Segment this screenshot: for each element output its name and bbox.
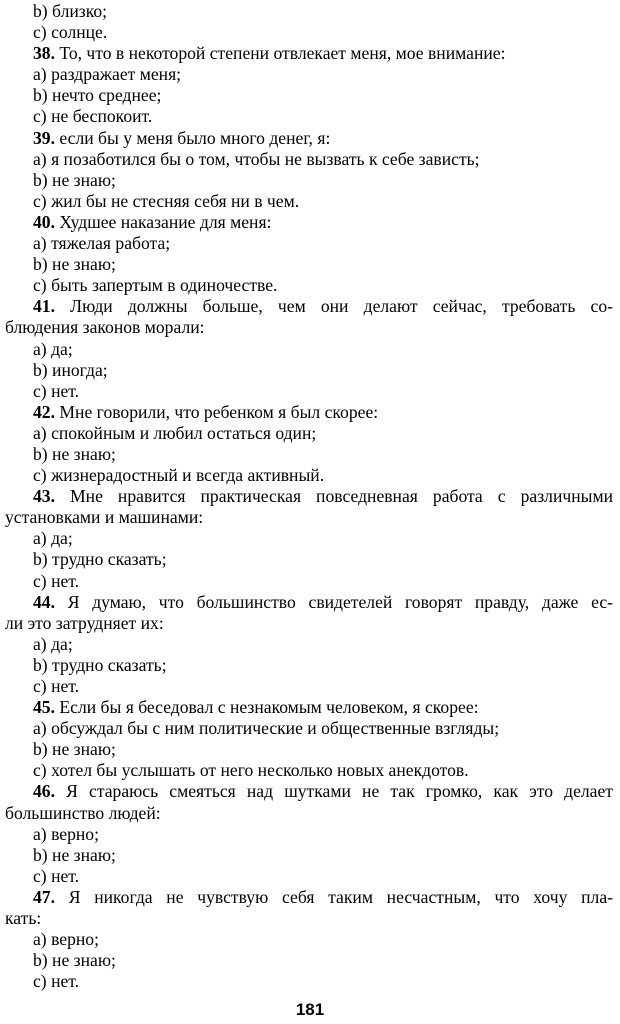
option: c) нет. [33, 676, 80, 696]
question-number: 39. [33, 127, 55, 148]
option: b) не знаю; [33, 254, 116, 275]
option: a) я позаботился бы о том, чтобы не вызвать к себе зависть; [33, 148, 480, 169]
question-text: Если бы я беседовал с незнакомым человеком, я скорее: [59, 697, 479, 718]
page-text [5, 1, 613, 992]
question-line [5, 592, 613, 613]
option: b) не знаю; [33, 443, 116, 464]
option: b) не знаю; [33, 950, 116, 971]
question-text: кать: [5, 908, 42, 929]
option: b) не знаю; [33, 844, 116, 865]
option: a) да; [33, 633, 73, 654]
question-line [5, 43, 613, 64]
question-text: Люди должны больше, чем они делают сейчас, требовать со- [70, 296, 613, 317]
question-text: Мне нравится практическая повседневная работа с различными [70, 486, 613, 507]
question-line [5, 128, 613, 149]
question-number: 41. [33, 296, 55, 317]
question-text: блюдения законов морали: [5, 317, 205, 338]
question-text: ли это затрудняет их: [5, 612, 164, 633]
option: c) нет. [33, 570, 80, 591]
question-text: установками и машинами: [5, 507, 204, 528]
option: b) трудно сказать; [33, 549, 167, 570]
option: c) быть запертым в одиночестве. [33, 275, 278, 296]
question-continuation [5, 317, 613, 338]
question-number: 44. [33, 591, 55, 612]
option: b) не знаю; [33, 169, 116, 190]
question-line [5, 486, 613, 507]
question-line [5, 697, 613, 718]
option: a) верно; [33, 929, 99, 950]
question-number: 38. [33, 43, 55, 64]
question-text: Мне говорили, что ребенком я был скорее: [59, 401, 379, 422]
question-number: 45. [33, 697, 55, 718]
option: c) жизнерадостный и всегда активный. [33, 465, 325, 486]
question-text: большинство людей: [5, 802, 161, 823]
option: b) нечто среднее; [33, 85, 162, 106]
question-continuation [5, 803, 613, 824]
option: b) иногда; [33, 359, 108, 380]
question-line [5, 781, 613, 802]
option: a) раздражает меня; [33, 64, 182, 85]
question-number: 46. [33, 781, 55, 802]
question-number: 43. [33, 486, 55, 507]
question-text: Худшее наказание для меня: [59, 211, 272, 232]
option: c) нет. [33, 971, 80, 992]
question-number: 40. [33, 211, 55, 232]
option: c) нет. [33, 380, 80, 401]
question-number: 47. [33, 886, 55, 907]
option: a) верно; [33, 823, 99, 844]
question-text: То, что в некоторой степени отвлекает меня, мое внимание: [59, 43, 506, 64]
option: c) нет. [33, 865, 80, 886]
option: a) тяжелая работа; [33, 233, 171, 254]
option: c) солнце. [33, 22, 108, 43]
option: a) спокойным и любил остаться один; [33, 422, 317, 443]
option: b) близко; [33, 1, 108, 21]
question-continuation [5, 613, 613, 634]
question-line [5, 212, 613, 233]
option: c) жил бы не стесняя себя ни в чем. [33, 190, 300, 211]
question-text: Я думаю, что большинство свидетелей говорят правду, даже ес- [67, 591, 614, 612]
option: c) не беспокоит. [33, 106, 153, 127]
question-line [5, 887, 613, 908]
question-text: если бы у меня было много денег, я: [59, 127, 331, 148]
question-continuation [5, 908, 613, 929]
option: b) трудно сказать; [33, 654, 167, 675]
question-text: Я стараюсь смеяться над шутками не так громко, как это делает [66, 781, 613, 802]
option: c) хотел бы услышать от него несколько новых анекдотов. [33, 760, 469, 781]
question-continuation [5, 507, 613, 528]
option: a) обсуждал бы с ним политические и общественные взгляды; [33, 718, 500, 739]
question-line [5, 402, 613, 423]
option: b) не знаю; [33, 739, 116, 760]
question-number: 42. [33, 401, 55, 422]
question-line [5, 296, 613, 317]
option: a) да; [33, 338, 73, 359]
page-number: 181 [295, 1000, 325, 1019]
option: a) да; [33, 528, 73, 549]
question-text: Я никогда не чувствую себя таким несчастным, что хочу пла- [68, 886, 613, 907]
